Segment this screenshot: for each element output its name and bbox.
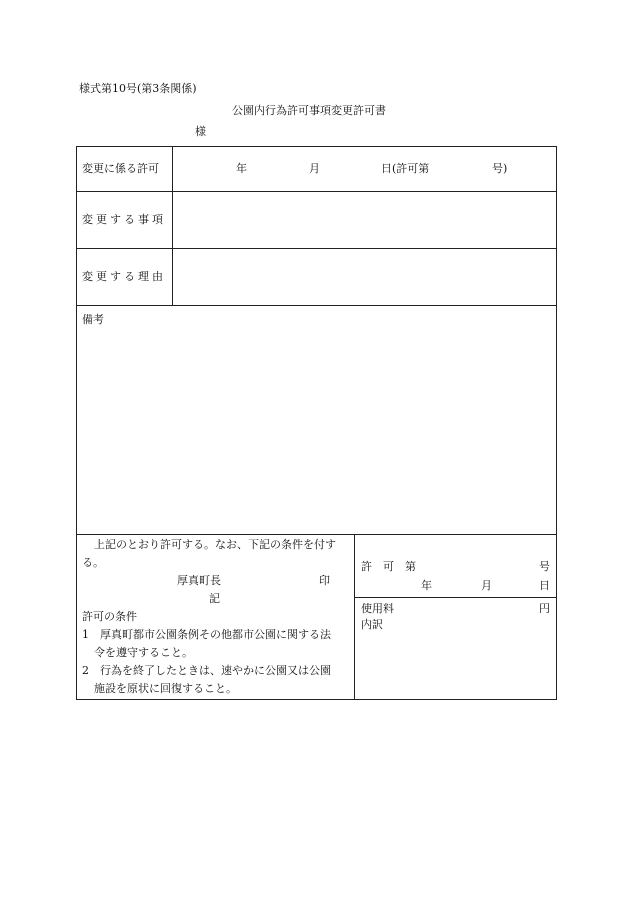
day-permit-label: 日(許可第: [381, 162, 430, 175]
seal-label: 印: [319, 574, 330, 587]
fee-label: 使用料: [361, 602, 394, 615]
breakdown-label: 内訳: [361, 618, 383, 631]
remarks-label: 備考: [82, 313, 104, 326]
ki-label: 記: [209, 592, 220, 605]
permit-number-suffix: 号: [539, 560, 550, 573]
permit-divider: [354, 597, 557, 598]
row-label-items-to-change: 変更する事項: [82, 213, 166, 226]
row-divider: [76, 191, 557, 192]
form-number: 様式第10号(第3条関係): [79, 82, 197, 95]
fee-unit: 円: [539, 602, 550, 615]
condition-1-line1: 1 厚真町都市公園条例その他都市公園に関する法: [82, 628, 331, 641]
form-table: [76, 146, 557, 700]
condition-2-line2: 施設を原状に回復すること。: [94, 682, 237, 695]
condition-1-line2: 令を遵守すること。: [94, 646, 193, 659]
permit-month-label: 月: [481, 579, 492, 592]
conditions-title: 許可の条件: [82, 610, 137, 623]
permit-day-label: 日: [539, 579, 550, 592]
year-label: 年: [236, 162, 247, 175]
permit-year-label: 年: [421, 579, 432, 592]
month-label: 月: [309, 162, 320, 175]
row-label-reason-for-change: 変更する理由: [82, 270, 166, 283]
decision-text-line2: る。: [82, 556, 104, 569]
document-title: 公園内行為許可事項変更許可書: [232, 104, 386, 117]
row-divider: [76, 305, 557, 306]
row-divider: [76, 534, 557, 535]
row-label-permit-to-change: 変更に係る許可: [82, 162, 159, 175]
condition-2-line1: 2 行為を終了したときは、速やかに公園又は公園: [82, 664, 331, 677]
bottom-column-divider: [354, 534, 355, 700]
permit-number-label: 号): [492, 162, 508, 175]
addressee-suffix: 様: [195, 125, 206, 138]
mayor-label: 厚真町長: [177, 574, 221, 587]
label-column-divider: [172, 146, 173, 305]
permit-number-prefix: 許 可 第: [361, 560, 416, 573]
row-divider: [76, 248, 557, 249]
decision-text-line1: 上記のとおり許可する。なお、下記の条件を付す: [94, 538, 336, 551]
